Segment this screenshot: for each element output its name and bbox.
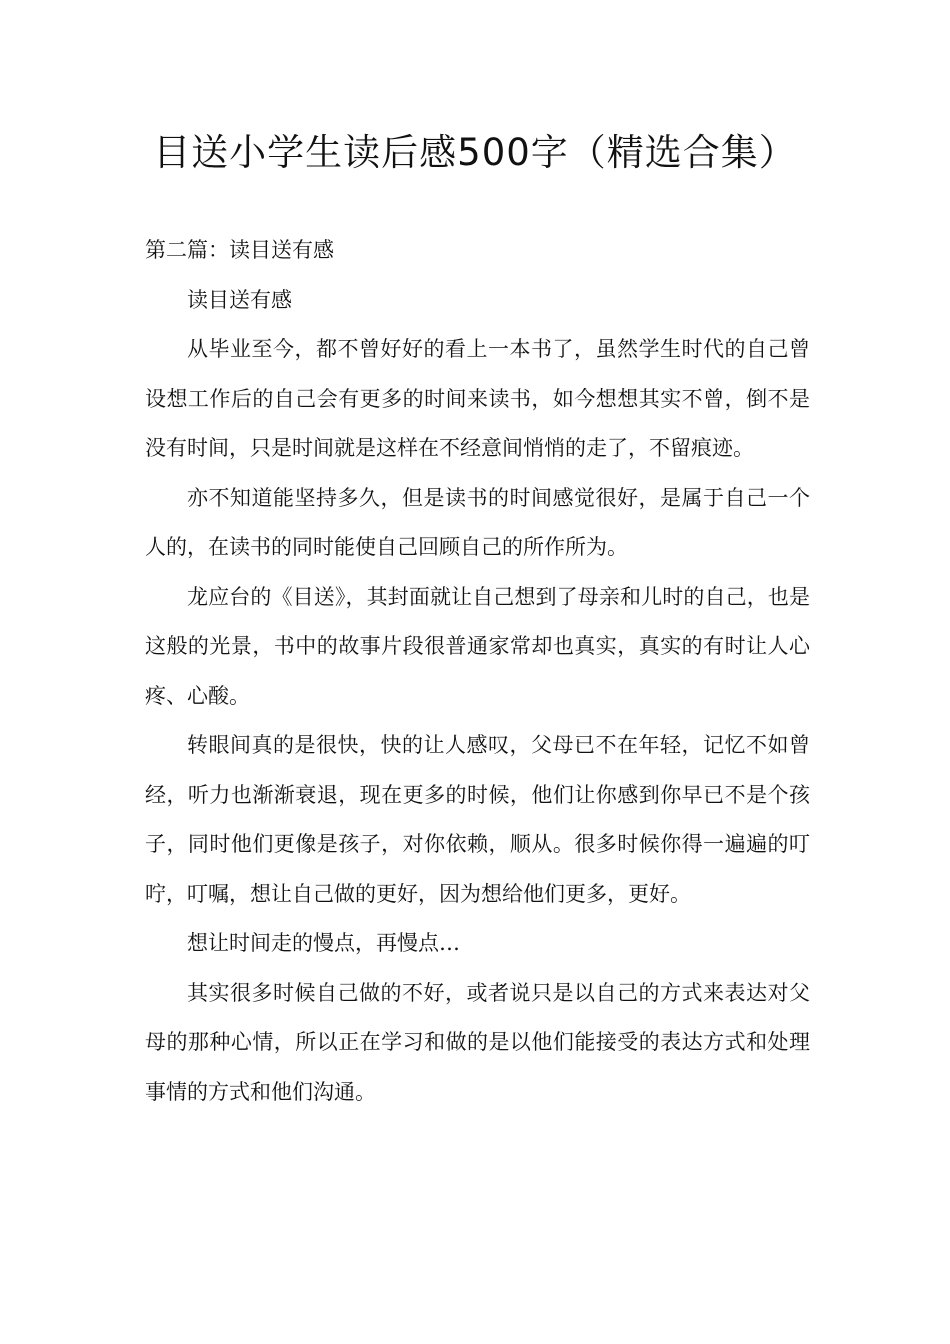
paragraph-1: 从毕业至今，都不曾好好的看上一本书了，虽然学生时代的自己曾设想工作后的自己会有更多的时间来读书，如今想想其实不曾，倒不是没有时间，只是时间就是这样在不经意间悄悄的走了，不留痕迹。 [145, 337, 810, 460]
article-subtitle: 读目送有感 [187, 287, 292, 312]
page-title: 目送小学生读后感500字（精选合集） [153, 131, 797, 174]
paragraph-5: 想让时间走的慢点，再慢点… [187, 931, 460, 955]
paragraph-6: 其实很多时候自己做的不好，或者说只是以自己的方式来表达对父母的那种心情，所以正在学习和做的是以他们能接受的表达方式和处理事情的方式和他们沟通。 [145, 980, 810, 1104]
document-body [145, 226, 810, 1117]
paragraph-2: 亦不知道能坚持多久，但是读书的时间感觉很好，是属于自己一个人的，在读书的同时能使自己回顾自己的所作所为。 [145, 485, 810, 559]
section-heading: 第二篇：读目送有感 [145, 238, 334, 262]
paragraph-4: 转眼间真的是很快，快的让人感叹，父母已不在年轻，记忆不如曾经，听力也渐渐衰退，现在更多的时候，他们让你感到你早已不是个孩子，同时他们更像是孩子，对你依赖，顺从。很多时候你得一遍遍的叮咛，叮嘱，想让自己做的更好，因为想给他们更多，更好。 [145, 733, 810, 906]
paragraph-3: 龙应台的《目送》，其封面就让自己想到了母亲和儿时的自己，也是这般的光景，书中的故事片段很普通家常却也真实，真实的有时让人心疼、心酸。 [145, 584, 810, 708]
